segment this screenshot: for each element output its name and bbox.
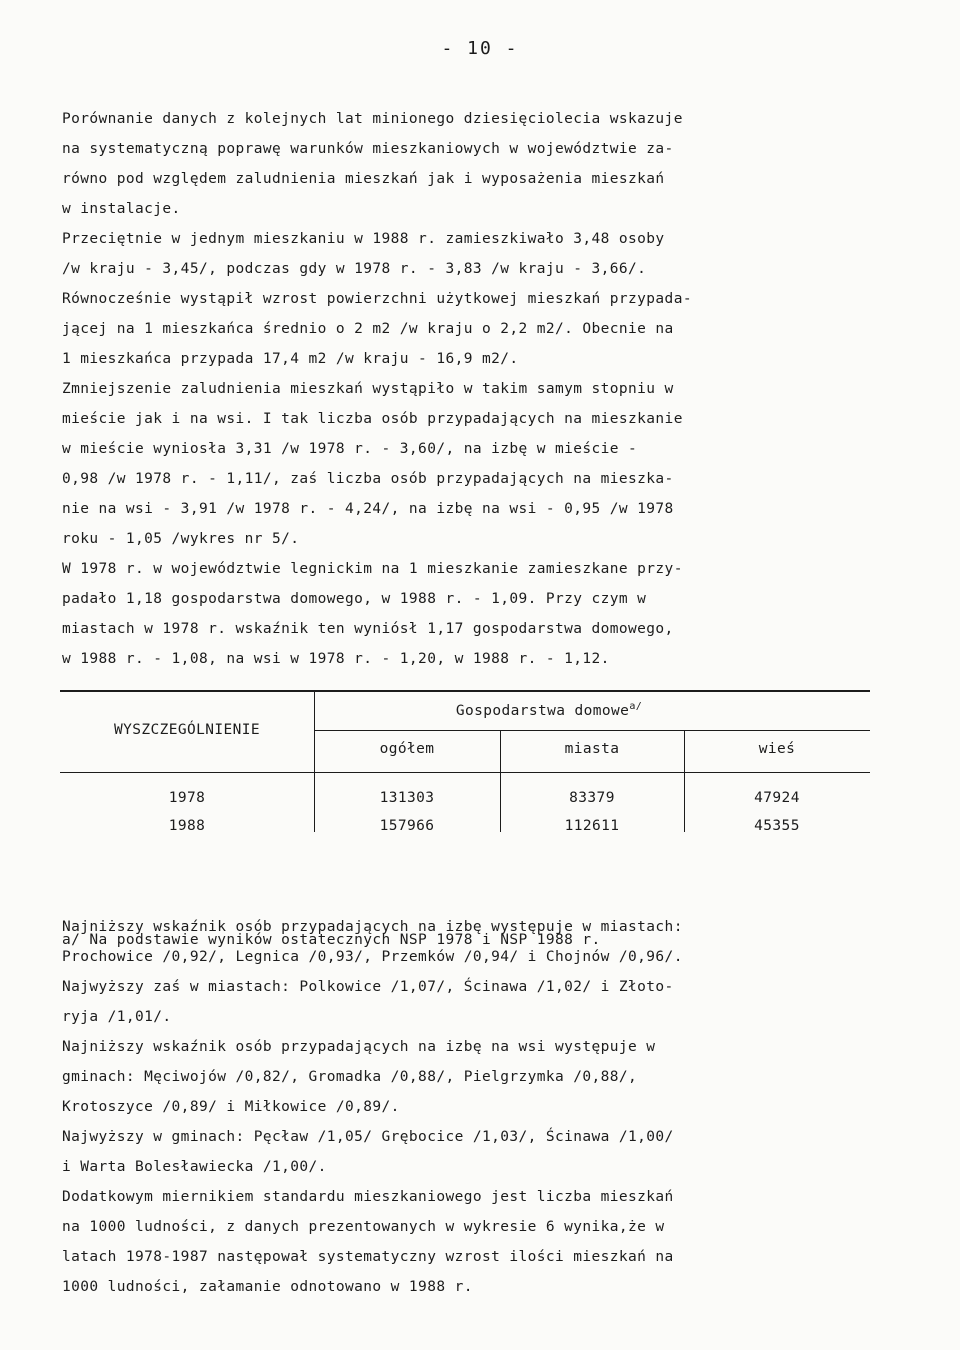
row-label-1978: 1978 (168, 790, 206, 806)
paragraph-housing-conditions (62, 104, 902, 674)
cell-1978-villages: 47924 (754, 790, 800, 806)
table-stub-header: WYSZCZEGÓLNIENIE (113, 722, 261, 738)
paragraph-2-line: Najwyższy w gminach: Pęcław /1,05/ Grębocice /1,03/, Ścinawa /1,00/ (62, 1129, 674, 1145)
paragraph-2-line: ryja /1,01/. (62, 1009, 172, 1025)
paragraph-1-line: w instalacje. (62, 201, 181, 217)
paragraph-2-line: Dodatkowym miernikiem standardu mieszkaniowego jest liczba mieszkań (62, 1189, 674, 1205)
paragraph-1-line: Przeciętnie w jednym mieszkaniu w 1988 r. zamieszkiwało 3,48 osoby (62, 231, 665, 247)
footnote-mark: a/ (629, 701, 643, 712)
paragraph-1-line: /w kraju - 3,45/, podczas gdy w 1978 r. - 3,83 /w kraju - 3,66/. (62, 261, 647, 277)
table-group-rule (314, 730, 870, 731)
paragraph-2-line: na 1000 ludności, z danych prezentowanych w wykresie 6 wynika,że w (62, 1219, 665, 1235)
cell-1988-villages: 45355 (754, 818, 800, 834)
paragraph-1-line: 0,98 /w 1978 r. - 1,11/, zaś liczba osób przypadających na mieszka- (62, 471, 674, 487)
table-top-rule (60, 690, 870, 692)
paragraph-2-line: Krotoszyce /0,89/ i Miłkowice /0,89/. (62, 1099, 400, 1115)
col-header-villages: wieś (758, 741, 796, 757)
paragraph-2-line: Prochowice /0,92/, Legnica /0,93/, Przemków /0,94/ i Chojnów /0,96/. (62, 949, 683, 965)
footnote-text: a/ Na podstawie wyników ostatecznych NSP 1978 i NSP 1988 r. (62, 932, 601, 948)
paragraph-2-line: 1000 ludności, załamanie odnotowano w 1988 r. (62, 1279, 473, 1295)
group-header-text: Gospodarstwa domowe (455, 702, 630, 719)
table-header-rule (60, 772, 870, 773)
col-header-towns: miasta (564, 741, 620, 757)
cell-1978-towns: 83379 (569, 790, 615, 806)
paragraph-2-line: i Warta Bolesławiecka /1,00/. (62, 1159, 327, 1175)
table-group-header (314, 701, 784, 719)
paragraph-2-line: Najniższy wskaźnik osób przypadających na izbę występuje w miastach: (62, 919, 683, 935)
paragraph-1-line: Zmniejszenie zaludnienia mieszkań wystąpiło w takim samym stopniu w (62, 381, 674, 397)
cell-1988-towns: 112611 (564, 818, 620, 834)
households-table (60, 690, 870, 832)
paragraph-2-line: Najniższy wskaźnik osób przypadających na izbę na wsi występuje w (62, 1039, 656, 1055)
paragraph-1-line: nie na wsi - 3,91 /w 1978 r. - 4,24/, na izbę na wsi - 0,95 /w 1978 (62, 501, 674, 517)
paragraph-1-line: Równocześnie wystąpił wzrost powierzchni użytkowej mieszkań przypada- (62, 291, 692, 307)
paragraph-1-line: w mieście wyniosła 3,31 /w 1978 r. - 3,60/, na izbę w mieście - (62, 441, 638, 457)
row-label-1988: 1988 (168, 818, 206, 834)
paragraph-1-line: 1 mieszkańca przypada 17,4 m2 /w kraju - 16,9 m2/. (62, 351, 519, 367)
paragraph-1-line: mieście jak i na wsi. I tak liczba osób przypadających na mieszkanie (62, 411, 683, 427)
paragraph-room-density (62, 912, 902, 1302)
page-number: - 10 - (441, 38, 519, 59)
paragraph-2-line: Najwyższy zaś w miastach: Polkowice /1,07/, Ścinawa /1,02/ i Złoto- (62, 979, 674, 995)
col-header-total: ogółem (379, 741, 435, 757)
paragraph-1-line: równo pod względem zaludnienia mieszkań jak i wyposażenia mieszkań (62, 171, 665, 187)
paragraph-1-line: roku - 1,05 /wykres nr 5/. (62, 531, 300, 547)
paragraph-1-line: padało 1,18 gospodarstwa domowego, w 1988 r. - 1,09. Przy czym w (62, 591, 647, 607)
paragraph-1-line: W 1978 r. w województwie legnickim na 1 mieszkanie zamieszkane przy- (62, 561, 683, 577)
paragraph-2-line: gminach: Męciwojów /0,82/, Gromadka /0,88/, Pielgrzymka /0,88/, (62, 1069, 638, 1085)
paragraph-1-line: w 1988 r. - 1,08, na wsi w 1978 r. - 1,20, w 1988 r. - 1,12. (62, 651, 610, 667)
paragraph-1-line: Porównanie danych z kolejnych lat minionego dziesięciolecia wskazuje (62, 111, 683, 127)
cell-1988-total: 157966 (379, 818, 435, 834)
paragraph-1-line: miastach w 1978 r. wskaźnik ten wyniósł 1,17 gospodarstwa domowego, (62, 621, 674, 637)
paragraph-2-line: latach 1978-1987 następował systematyczny wzrost ilości mieszkań na (62, 1249, 674, 1265)
cell-1978-total: 131303 (379, 790, 435, 806)
paragraph-1-line: jącej na 1 mieszkańca średnio o 2 m2 /w kraju o 2,2 m2/. Obecnie na (62, 321, 674, 337)
paragraph-1-line: na systematyczną poprawę warunków mieszkaniowych w województwie za- (62, 141, 674, 157)
